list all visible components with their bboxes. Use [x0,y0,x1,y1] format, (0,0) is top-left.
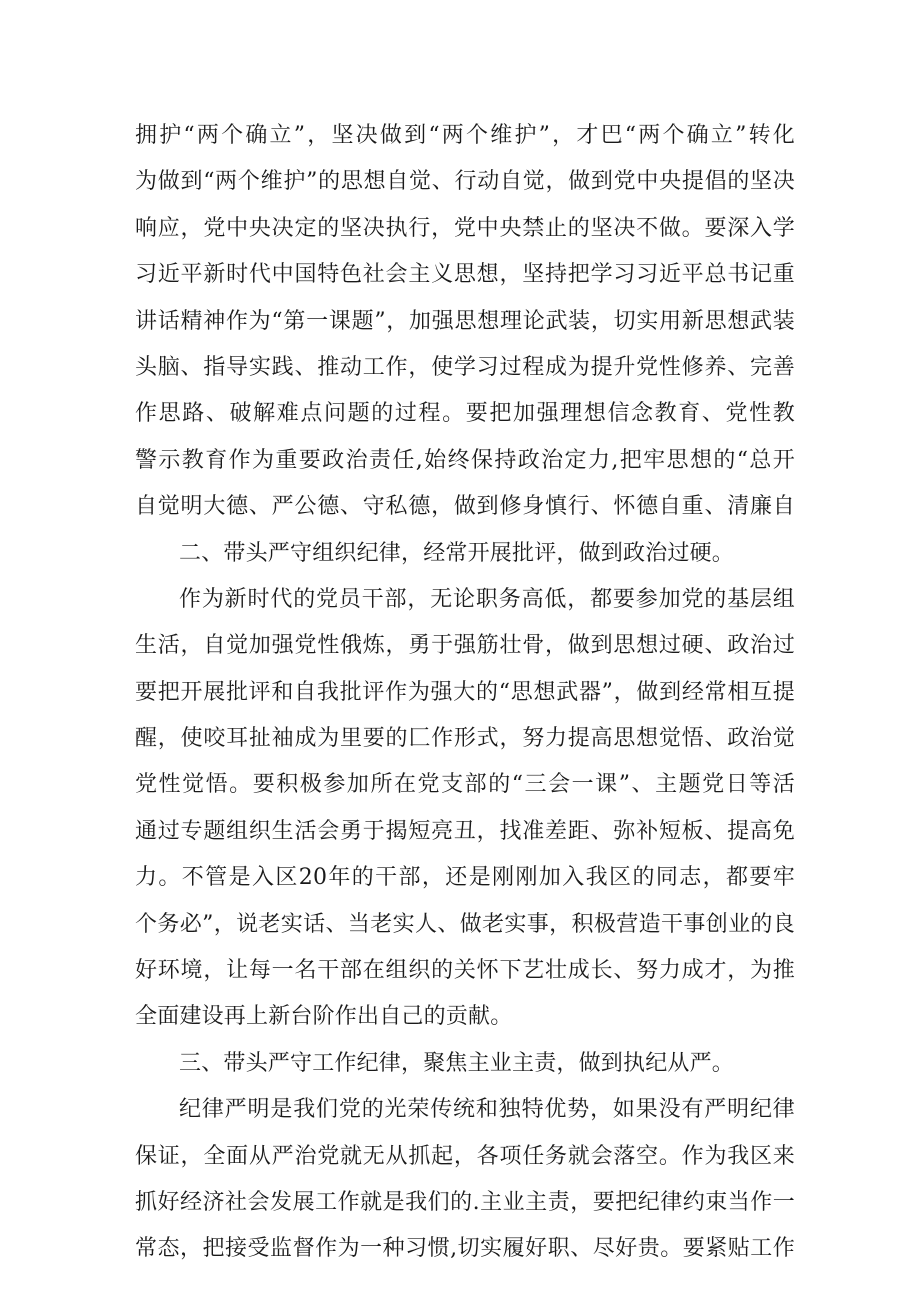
text-line: 党性觉悟。要积极参加所在党支部的“三会一课”、主题党日等活 [135,772,795,798]
text-line: 拥护“两个确立”，坚决做到“两个维护”，才巴“两个确立”转化 [135,123,795,148]
text-line: 二、带头严守组织纪律，经常开展批评，做到政治过硬。 [179,540,735,566]
text-line: 头脑、指导实践、推动工作，使学习过程成为提升党性修养、完善 [135,354,795,380]
document-body [135,113,795,1273]
text-line: 通过专题组织生活会勇于揭短亮丑，找准差距、弥补短板、提高免 [135,818,795,844]
text-line: 响应，党中央决定的坚决执行，党中央禁止的坚决不做。要深入学 [135,215,795,241]
text-line: 保证，全面从严治党就无从抓起，各项任务就会落空。作为我区来 [135,1143,795,1169]
text-line: 醒，使咬耳扯袖成为里要的匚作形式，努力提高思想觉悟、政治觉 [135,726,795,752]
text-line: 作为新时代的党员干部，无论职务高低，都要参加党的基层组 [179,586,795,612]
text-line: 为做到“两个维护”的思想自觉、行动自觉，做到党中央提倡的坚决 [135,169,795,195]
text-line: 习近平新时代中国特色社会主义思想，坚持把学习习近平总书记重 [135,262,795,288]
text-line: 作思路、破解难点问题的过程。要把加强理想信念教育、党性教 [135,401,795,427]
text-line: 警示教育作为重要政治责任,始终保持政治定力,把牢思想的“总开 [135,447,795,473]
text-line: 力。不管是入区20年的干部，还是刚刚加入我区的同志，都要牢 [135,865,795,891]
text-line: 自觉明大德、严公德、守私德，做到修身慎行、怀德自重、清廉自 [135,494,795,520]
text-line: 生活，自觉加强党性俄炼，勇于强筋壮骨，做到思想过硬、政治过 [135,633,795,659]
text-line: 抓好经济社会发展工作就是我们的.主业主责，要把纪律约束当作一 [135,1189,795,1215]
text-line: 要把开展批评和自我批评作为强大的“思想武器”，做到经常相互提 [135,679,795,705]
text-line: 全面建设再上新台阶作出自己的贡献。 [135,1004,513,1030]
text-line: 常态，把接受监督作为一种习惯,切实履好职、尽好贵。要紧贴工作 [135,1236,795,1262]
text-line: 个务必”，说老实话、当老实人、做老实事，积极营造干事创业的良 [135,911,795,937]
text-line: 好环境，让每一名干部在组织的关怀下艺壮成长、努力成才，为推 [135,958,795,984]
text-line: 讲话精神作为“第一课题”，加强思想理论武装，切实用新思想武装 [135,308,795,334]
text-line: 纪律严明是我们党的光荣传统和独特优势，如果没有严明纪律 [179,1097,795,1123]
text-line: 三、带头严守工作纪律，聚焦主业主责，做到执纪从严。 [179,1050,735,1076]
